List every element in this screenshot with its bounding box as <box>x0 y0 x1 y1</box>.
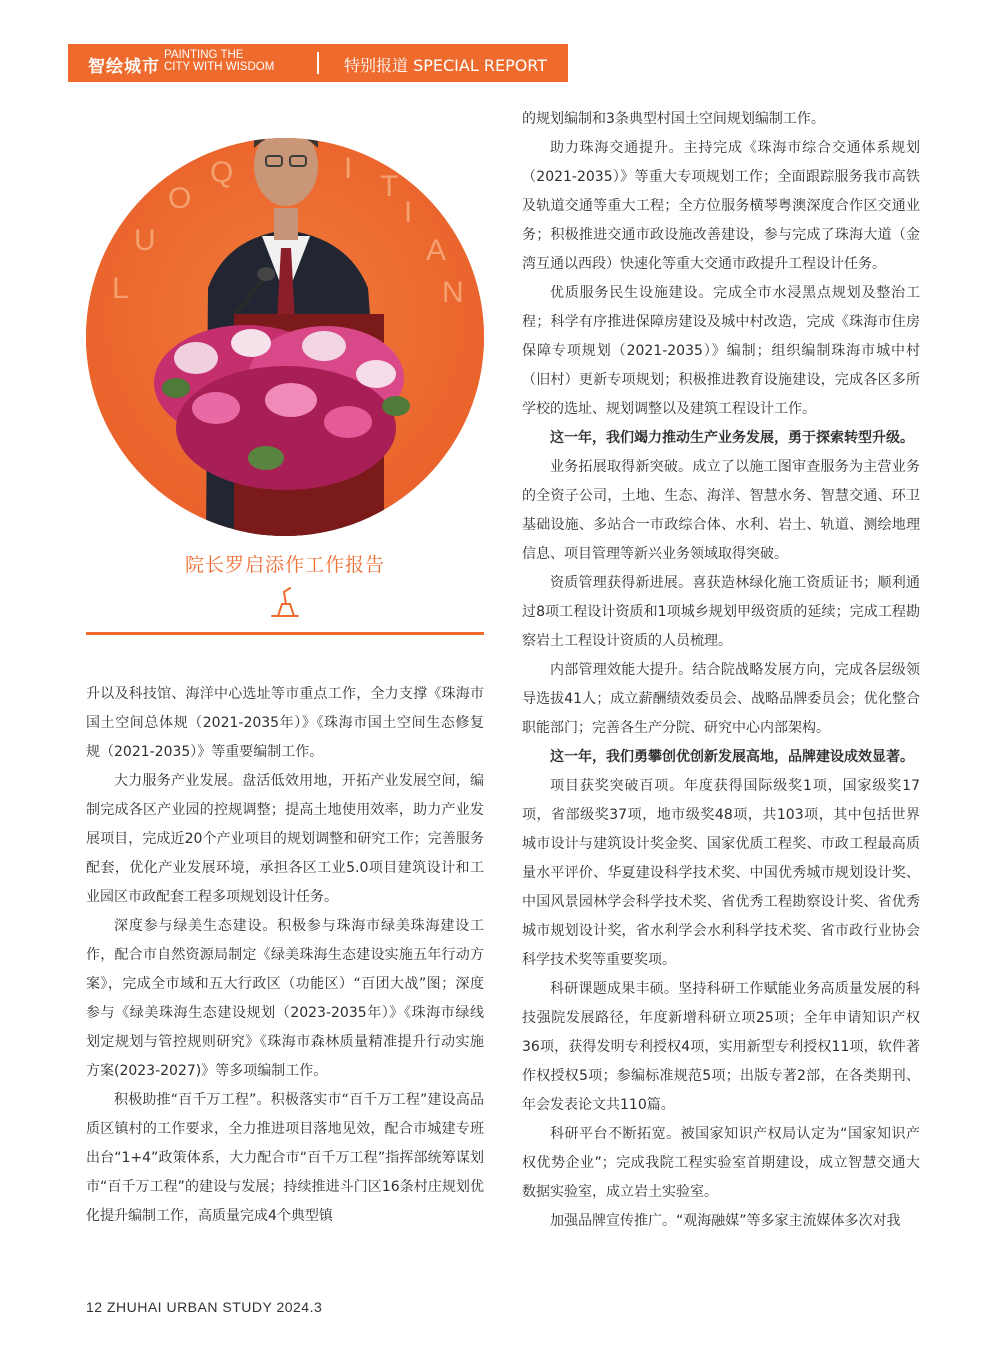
report-title: 院长罗启添作工作报告 <box>184 554 385 576</box>
brand-name-en <box>164 49 274 73</box>
page-footer: 12 ZHUHAI URBAN STUDY 2024.3 <box>86 1299 323 1315</box>
paragraph: 资质管理获得新进展。喜获造林绿化施工资质证书；顺利通过8项工程设计资质和1项城乡规划甲级资质的延续；完成工程勘察岩土工程设计资质的人员梳理。 <box>522 575 920 649</box>
brand-name-cn: 智绘城市 <box>88 57 160 77</box>
ring-letter: N <box>442 276 464 309</box>
ring-letter: I <box>344 152 353 185</box>
header-divider <box>317 52 319 74</box>
ring-letter: O <box>168 182 192 215</box>
paragraph: 科研课题成果丰硕。坚持科研工作赋能业务高质量发展的科技强院发展路径，年度新增科研立项25项；全年申请知识产权36项，获得发明专利授权4项，实用新型专利授权11项，软件著作权授权5项；参编标准规范5项；出版专著2部，在各类期刊、年会发表论文共110篇。 <box>522 981 920 1113</box>
section-heading: 这一年，我们竭力推动生产业务发展，勇于探索转型升级。 <box>550 430 914 446</box>
right-text-column <box>522 105 920 1236</box>
paragraph: 加强品牌宣传推广。“观海融媒”等多家主流媒体多次对我 <box>550 1213 901 1229</box>
title-rule <box>86 632 484 635</box>
brand-en-line-2: CITY WITH WISDOM <box>164 61 275 73</box>
paragraph: 大力服务产业发展。盘活低效用地，开拓产业发展空间，编制完成各区产业园的控规调整；提高土地使用效率，助力产业发展项目，完成近20个产业项目的规划调整和研究工作；完善服务配套，优化产业发展环境，承担各区工业5.0项目建筑设计和工业园区市政配套工程多项规划设计任务。 <box>86 773 484 905</box>
paragraph: 深度参与绿美生态建设。积极参与珠海市绿美珠海建设工作，配合市自然资源局制定《绿美珠海生态建设实施五年行动方案》，完成全市域和五大行政区（功能区）“百团大战”图；深度参与《绿美珠海生态建设规划（2023-2035年）》《珠海市绿线划定规划与管控规则研究》《珠海市森林质量精准提升行动实施方案(2023-2027)》等多项编制工作。 <box>86 918 484 1079</box>
ring-letter: A <box>426 234 447 267</box>
paragraph: 科研平台不断拓宽。被国家知识产权局认定为“国家知识产权优势企业”；完成我院工程实验室首期建设，成立智慧交通大数据实验室，成立岩土实验室。 <box>522 1126 920 1200</box>
left-text-column <box>86 680 484 1231</box>
paragraph: 助力珠海交通提升。主持完成《珠海市综合交通体系规划（2021-2035）》等重大专项规划工作；全面跟踪服务我市高铁及轨道交通等重大工程；全方位服务横琴粤澳深度合作区交通业务；积极推进交通市政设施改善建设，参与完成了珠海大道（金湾互通以西段）快速化等重大交通市政提升工程设计任务。 <box>522 140 920 272</box>
speaker-photo-illustration <box>86 138 484 536</box>
header-bar <box>68 44 568 82</box>
ring-letter: Q <box>210 156 234 189</box>
ring-letter: U <box>134 224 156 257</box>
ring-letter: L <box>112 272 129 305</box>
section-heading: 这一年，我们勇攀创优创新发展高地，品牌建设成效显著。 <box>550 749 914 765</box>
brand-en-line-1: PAINTING THE <box>164 49 244 61</box>
paragraph: 积极助推“百千万工程”。积极落实市“百千万工程”建设高品质区镇村的工作要求，全力推进项目落地见效，配合市城建专班出台“1+4”政策体系，大力配合市“百千万工程”指挥部统筹谋划市“百千万工程”的建设与发展；持续推进斗门区16条村庄规划优化提升编制工作，高质量完成4个典型镇 <box>86 1092 484 1224</box>
speaker-photo <box>86 138 484 536</box>
paragraph: 项目获奖突破百项。年度获得国际级奖1项，国家级奖17项，省部级奖37项，地市级奖48项，共103项，其中包括世界城市设计与建筑设计奖金奖、国家优质工程奖、市政工程最高质量水平评价、华夏建设科学技术奖、中国优秀城市规划设计奖、中国风景园林学会科学技术奖、省优秀工程勘察设计奖、省优秀城市规划设计奖，省水利学会水利科学技术奖、省市政行业协会科学技术奖等重要奖项。 <box>522 778 920 968</box>
paragraph: 业务拓展取得新突破。成立了以施工图审查服务为主营业务的全资子公司，土地、生态、海洋、智慧水务、智慧交通、环卫基础设施、多站合一市政综合体、水利、岩土、轨道、测绘地理信息、项目管理等新兴业务领域取得突破。 <box>522 459 920 562</box>
section-label: 特别报道 SPECIAL REPORT <box>344 56 548 75</box>
ring-letter: T <box>380 170 399 203</box>
paragraph: 优质服务民生设施建设。完成全市水浸黑点规划及整治工程；科学有序推进保障房建设及城中村改造，完成《珠海市住房保障专项规划（2021-2035）》编制；组织编制珠海市城中村（旧村）更新专项规划；积极推进教育设施建设，完成各区多所学校的选址、规划调整以及建筑工程设计工作。 <box>522 285 920 417</box>
paragraph: 升以及科技馆、海洋中心选址等市重点工作，全力支撑《珠海市国土空间总体规（2021-2035年）》《珠海市国土空间生态修复规（2021-2035）》等重要编制工作。 <box>86 686 484 760</box>
paragraph: 的规划编制和3条典型村国土空间规划编制工作。 <box>522 111 825 127</box>
paragraph: 内部管理效能大提升。结合院战略发展方向，完成各层级领导选拔41人；成立薪酬绩效委员会、战略品牌委员会；优化整合职能部门；完善各生产分院、研究中心内部架构。 <box>522 662 920 736</box>
podium-icon <box>268 586 302 622</box>
ring-letter: I <box>404 196 413 229</box>
